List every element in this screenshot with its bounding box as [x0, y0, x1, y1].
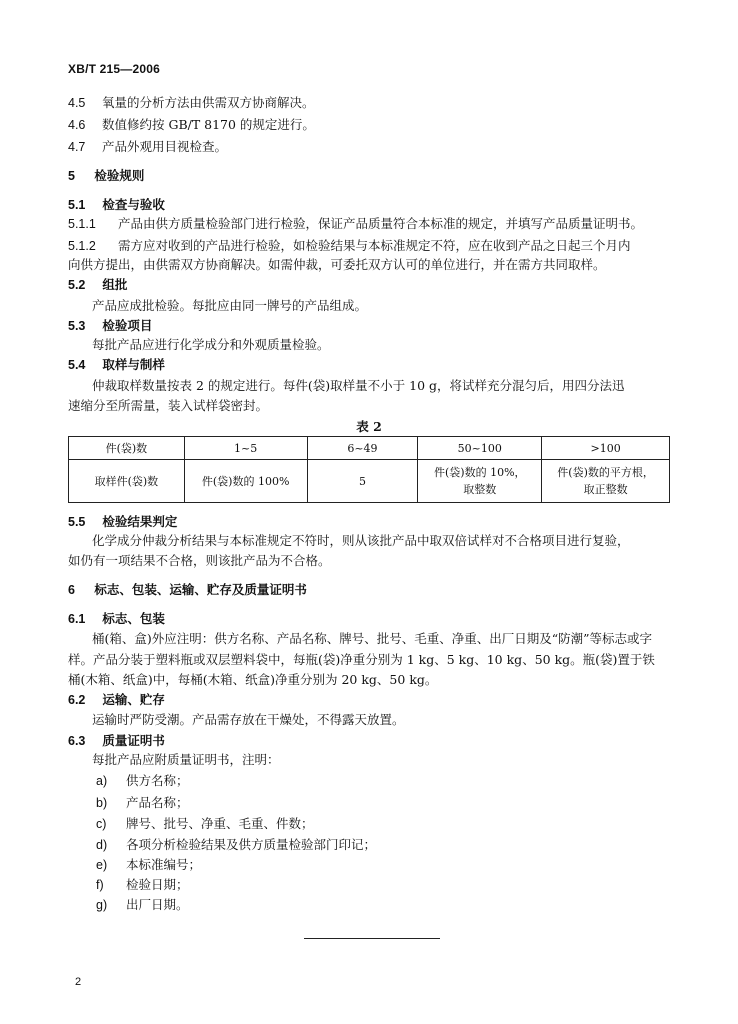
list-text: 检验日期； — [125, 877, 189, 892]
list-marker: f) — [96, 878, 104, 892]
clause-number: 6 — [68, 583, 75, 597]
list-marker: e) — [96, 858, 108, 872]
table-row — [69, 460, 670, 503]
table-header-cell: 1~5 — [184, 437, 307, 460]
clause-number: 6.1 — [68, 612, 86, 626]
clause-text: 仲裁取样数量按表 2 的规定进行。每件(袋)取样量不小于 10 g，将试样充分混匀后，用四分法迅 — [92, 378, 625, 393]
clause-6-2-heading — [68, 692, 165, 708]
clause-number: 5.2 — [68, 278, 86, 292]
clause-text: 运输时严防受潮。产品需存放在干燥处，不得露天放置。 — [92, 712, 405, 727]
clause-number: 5.1.1 — [68, 217, 96, 231]
clause-text: 组批 — [102, 277, 128, 292]
list-text: 本标准编号； — [125, 857, 201, 872]
clause-5-1-heading — [68, 197, 165, 213]
end-rule — [304, 938, 440, 939]
clause-text: 检验规则 — [94, 168, 145, 183]
list-text: 各项分析检验结果及供方质量检验部门印记； — [125, 837, 376, 852]
clause-text: 需方应对收到的产品进行检验，如检验结果与本标准规定不符，应在收到产品之日起三个月内 — [117, 238, 631, 253]
clause-number: 4.7 — [68, 140, 86, 154]
clause-text: 每批产品应附质量证明书，注明： — [92, 752, 280, 767]
table-header-cell: 件(袋)数 — [69, 437, 185, 460]
clause-number: 5 — [68, 169, 75, 183]
clause-number: 4.5 — [68, 96, 86, 110]
sampling-table — [68, 436, 670, 503]
clause-4-7 — [68, 139, 227, 155]
clause-text: 如仍有一项结果不合格，则该批产品为不合格。 — [68, 553, 331, 568]
list-text: 供方名称； — [125, 773, 189, 788]
clause-number: 5.4 — [68, 358, 86, 372]
list-marker: g) — [96, 898, 108, 912]
clause-text: 数值修约按 GB/T 8170 的规定进行。 — [101, 117, 315, 132]
clause-text: 标志、包装、运输、贮存及质量证明书 — [94, 582, 307, 597]
page-number: 2 — [75, 976, 82, 988]
table-cell: 件(袋)数的 100% — [184, 460, 307, 503]
clause-5-5-text — [92, 533, 630, 549]
clause-5-1-1 — [68, 216, 643, 232]
clause-text: 化学成分仲裁分析结果与本标准规定不符时，则从该批产品中取双倍试样对不合格项目进行复验， — [92, 533, 630, 548]
clause-6-3-text — [92, 752, 280, 768]
list-marker: c) — [96, 817, 107, 831]
clause-number: 5.1 — [68, 198, 86, 212]
clause-text: 桶(箱、盒)外应注明：供方名称、产品名称、牌号、批号、毛重、净重、出厂日期及“防潮”等标志或字 — [92, 631, 653, 646]
table-header-cell: >100 — [542, 437, 670, 460]
standard-code: XB/T 215—2006 — [68, 62, 160, 76]
clause-6-1-text-3 — [68, 672, 437, 688]
clause-6-3-heading — [68, 733, 165, 749]
clause-5-4-text-cont — [68, 398, 268, 414]
list-item — [96, 837, 376, 853]
clause-text: 速缩分至所需量，装入试样袋密封。 — [68, 398, 269, 413]
clause-6-1-text — [92, 631, 652, 647]
clause-number: 5.3 — [68, 319, 86, 333]
clause-number: 6.3 — [68, 734, 86, 748]
section-6-heading — [68, 582, 307, 598]
clause-text: 桶(木箱、纸盒)中，每桶(木箱、纸盒)净重分别为 20 kg、50 kg。 — [68, 672, 438, 687]
list-item — [96, 816, 314, 832]
list-text: 产品名称； — [125, 795, 189, 810]
clause-6-1-text-2 — [68, 652, 655, 668]
table-cell: 件(袋)数的平方根，取正整数 — [542, 460, 670, 503]
list-text: 牌号、批号、净重、毛重、件数； — [125, 816, 314, 831]
table-header-cell: 50~100 — [418, 437, 542, 460]
clause-5-5-heading — [68, 514, 177, 530]
clause-5-5-text-cont — [68, 553, 331, 569]
table-row — [69, 437, 670, 460]
table-header-cell: 6~49 — [307, 437, 418, 460]
clause-text: 检验结果判定 — [102, 514, 178, 529]
clause-text: 运输、贮存 — [102, 692, 165, 707]
clause-text: 样。产品分装于塑料瓶或双层塑料袋中，每瓶(袋)净重分别为 1 kg、5 kg、10 kg、50 kg。瓶(袋)置于铁 — [68, 652, 655, 667]
clause-number: 4.6 — [68, 118, 86, 132]
clause-5-1-2-cont — [68, 257, 606, 273]
clause-text: 检查与验收 — [102, 197, 165, 212]
list-marker: d) — [96, 838, 108, 852]
clause-5-3-heading — [68, 318, 152, 334]
clause-4-5 — [68, 95, 315, 111]
table-cell: 件(袋)数的 10%，取整数 — [418, 460, 542, 503]
clause-5-2-text — [92, 298, 367, 314]
list-item — [96, 795, 189, 811]
clause-text: 产品外观用目视检查。 — [101, 139, 227, 154]
clause-text: 产品由供方质量检验部门进行检验，保证产品质量符合本标准的规定，并填写产品质量证明书。 — [117, 216, 643, 231]
clause-text: 标志、包装 — [102, 611, 165, 626]
clause-6-1-heading — [68, 611, 165, 627]
clause-5-4-heading — [68, 357, 165, 373]
clause-5-2-heading — [68, 277, 127, 293]
clause-text: 质量证明书 — [102, 733, 165, 748]
clause-text: 每批产品应进行化学成分和外观质量检验。 — [92, 337, 330, 352]
list-item — [96, 897, 189, 913]
table-cell: 5 — [307, 460, 418, 503]
list-item — [96, 877, 189, 893]
clause-number: 5.5 — [68, 515, 86, 529]
list-text: 出厂日期。 — [125, 897, 189, 912]
clause-6-2-text — [92, 712, 405, 728]
clause-text: 向供方提出，由供需双方协商解决。如需仲裁，可委托双方认可的单位进行，并在需方共同取样。 — [68, 257, 606, 272]
clause-text: 氧量的分析方法由供需双方协商解决。 — [101, 95, 315, 110]
clause-text: 检验项目 — [102, 318, 153, 333]
list-marker: b) — [96, 796, 108, 810]
clause-number: 5.1.2 — [68, 239, 96, 253]
clause-5-1-2 — [68, 238, 631, 254]
clause-number: 6.2 — [68, 693, 86, 707]
list-item — [96, 857, 201, 873]
clause-5-4-text — [92, 378, 625, 394]
list-marker: a) — [96, 774, 108, 788]
clause-4-6 — [68, 117, 315, 133]
clause-5-3-text — [92, 337, 330, 353]
table-caption: 表 2 — [356, 419, 382, 434]
clause-text: 产品应成批检验。每批应由同一牌号的产品组成。 — [92, 298, 368, 313]
clause-text: 取样与制样 — [102, 357, 165, 372]
list-item — [96, 773, 189, 789]
table-cell: 取样件(袋)数 — [69, 460, 185, 503]
section-5-heading — [68, 168, 144, 184]
